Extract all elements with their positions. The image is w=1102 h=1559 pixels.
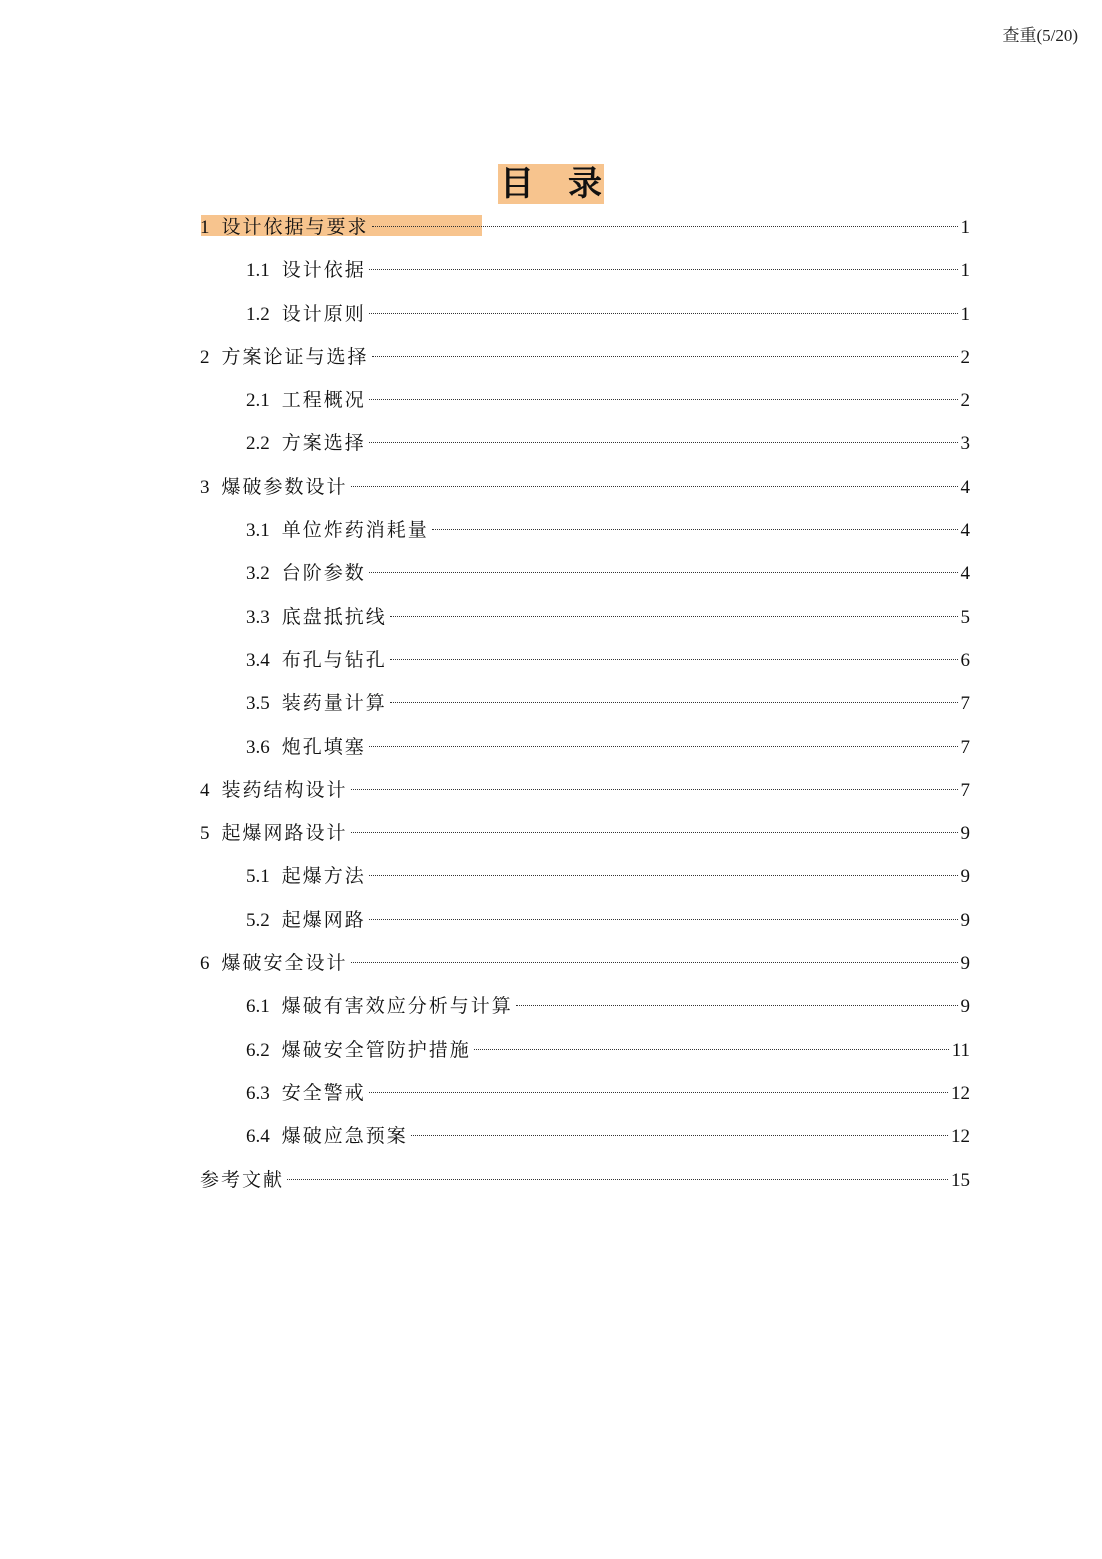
toc-entry-title: 装药量计算	[281, 692, 387, 715]
dot-leader	[287, 1179, 948, 1180]
dot-leader	[369, 313, 958, 314]
toc-entry-number: 6.3	[246, 1082, 270, 1104]
toc-entry[interactable]	[200, 509, 970, 552]
toc-entry-title: 爆破安全管防护措施	[281, 1038, 471, 1061]
toc-entry-page: 11	[951, 1039, 970, 1061]
toc-entry-number: 3.3	[246, 606, 270, 628]
toc-entry-title: 布孔与钻孔	[281, 648, 387, 671]
toc-entry-page: 9	[960, 909, 970, 931]
dot-leader	[474, 1049, 949, 1050]
toc-entry-page: 4	[960, 476, 970, 498]
dot-leader	[372, 356, 958, 357]
toc-entry-number: 4	[200, 779, 210, 801]
toc-entry[interactable]	[200, 1029, 970, 1072]
toc-entry[interactable]	[200, 1115, 970, 1158]
toc-title	[0, 156, 1102, 205]
toc-entry[interactable]	[200, 336, 970, 379]
dot-leader	[390, 659, 958, 660]
toc-entry-title: 爆破应急预案	[281, 1125, 408, 1148]
toc-entry-title: 参考文献	[200, 1168, 285, 1191]
toc-entry-title: 安全警戒	[281, 1081, 366, 1104]
toc-entry-title: 爆破有害效应分析与计算	[281, 995, 513, 1018]
toc-entry-title: 方案论证与选择	[221, 345, 369, 368]
dot-leader	[390, 616, 958, 617]
toc-entry[interactable]	[200, 379, 970, 422]
dot-leader	[351, 962, 958, 963]
toc-entry-page: 2	[960, 390, 970, 412]
toc-entry[interactable]	[200, 1159, 970, 1202]
toc-entry-page: 12	[951, 1082, 970, 1104]
toc-entry-title: 单位炸药消耗量	[281, 519, 429, 542]
toc-entry[interactable]	[200, 596, 970, 639]
toc-entry[interactable]	[200, 855, 970, 898]
toc-entry-page: 4	[960, 563, 970, 585]
toc-entry-page: 6	[960, 649, 970, 671]
toc-entry-number: 5	[200, 823, 210, 845]
toc-entry-page: 9	[960, 953, 970, 975]
toc-entry-number: 2.2	[246, 433, 270, 455]
toc-entry[interactable]	[200, 293, 970, 336]
toc-entry-title: 设计依据	[281, 259, 366, 282]
dot-leader	[369, 919, 958, 920]
dot-leader	[369, 746, 958, 747]
plagiarism-check-header: 查重(5/20)	[1002, 26, 1078, 45]
toc-entry-number: 3.1	[246, 520, 270, 542]
dot-leader	[351, 832, 958, 833]
toc-entry-page: 7	[960, 779, 970, 801]
toc-entry-number: 5.2	[246, 909, 270, 931]
toc-entry[interactable]	[200, 726, 970, 769]
dot-leader	[369, 572, 958, 573]
toc-entry-page: 5	[960, 606, 970, 628]
dot-leader	[369, 269, 958, 270]
toc-entry-page: 3	[960, 433, 970, 455]
toc-entry-number: 5.1	[246, 866, 270, 888]
toc-entry-page: 9	[960, 866, 970, 888]
dot-leader	[516, 1005, 958, 1006]
toc-entry-number: 3.5	[246, 693, 270, 715]
toc-entry-number: 3.2	[246, 563, 270, 585]
toc-entry-title: 装药结构设计	[221, 778, 348, 801]
toc-entry[interactable]	[200, 899, 970, 942]
toc-entry-number: 3	[200, 476, 210, 498]
toc-title-text: 目 录	[500, 164, 602, 204]
toc-entry-page: 7	[960, 736, 970, 758]
dot-leader	[411, 1135, 948, 1136]
dot-leader	[369, 399, 958, 400]
dot-leader	[372, 226, 958, 227]
toc-entry-page: 7	[960, 693, 970, 715]
toc-entry[interactable]	[200, 206, 970, 249]
toc-entry-page: 1	[960, 260, 970, 282]
toc-entry-title: 底盘抵抗线	[281, 605, 387, 628]
toc-entry[interactable]	[200, 682, 970, 725]
dot-leader	[390, 702, 958, 703]
toc-entry-page: 12	[951, 1126, 970, 1148]
toc-entry-page: 4	[960, 520, 970, 542]
toc-entry-page: 2	[960, 346, 970, 368]
toc-entry[interactable]	[200, 942, 970, 985]
toc-entry[interactable]	[200, 552, 970, 595]
toc-entry-number: 3.4	[246, 649, 270, 671]
toc-entry[interactable]	[200, 422, 970, 465]
toc-entry-number: 6	[200, 953, 210, 975]
dot-leader	[351, 789, 958, 790]
toc-entry-number: 2	[200, 346, 210, 368]
toc-entry-page: 9	[960, 996, 970, 1018]
toc-entry-number: 2.1	[246, 390, 270, 412]
table-of-contents	[200, 206, 970, 1202]
toc-entry-page: 15	[951, 1169, 970, 1191]
toc-entry[interactable]	[200, 249, 970, 292]
toc-entry-page: 9	[960, 823, 970, 845]
toc-entry-title: 设计依据与要求	[221, 216, 369, 238]
toc-entry-number: 1.1	[246, 260, 270, 282]
toc-entry-page: 1	[960, 303, 970, 325]
toc-entry[interactable]	[200, 985, 970, 1028]
toc-entry-title: 工程概况	[281, 389, 366, 412]
toc-entry-number: 3.6	[246, 736, 270, 758]
toc-entry-title: 炮孔填塞	[281, 735, 366, 758]
toc-entry[interactable]	[200, 1072, 970, 1115]
toc-entry-title: 台阶参数	[281, 562, 366, 585]
dot-leader	[432, 529, 958, 530]
toc-entry[interactable]	[200, 639, 970, 682]
toc-entry-title: 设计原则	[281, 302, 366, 325]
toc-entry-title: 起爆网路	[281, 908, 366, 931]
toc-entry-title: 起爆网路设计	[221, 822, 348, 845]
toc-entry-number: 6.1	[246, 996, 270, 1018]
toc-entry-number: 1.2	[246, 303, 270, 325]
dot-leader	[369, 1092, 948, 1093]
dot-leader	[369, 875, 958, 876]
dot-leader	[351, 486, 958, 487]
toc-entry-page: 1	[960, 217, 970, 238]
toc-entry-number: 6.2	[246, 1039, 270, 1061]
toc-entry[interactable]	[200, 769, 970, 812]
dot-leader	[369, 442, 958, 443]
toc-entry-title: 爆破安全设计	[221, 952, 348, 975]
toc-entry-title: 爆破参数设计	[221, 475, 348, 498]
toc-entry[interactable]	[200, 466, 970, 509]
toc-entry-number: 6.4	[246, 1126, 270, 1148]
toc-entry-title: 方案选择	[281, 432, 366, 455]
toc-entry-title: 起爆方法	[281, 865, 366, 888]
toc-entry[interactable]	[200, 812, 970, 855]
toc-entry-number: 1	[200, 217, 210, 238]
